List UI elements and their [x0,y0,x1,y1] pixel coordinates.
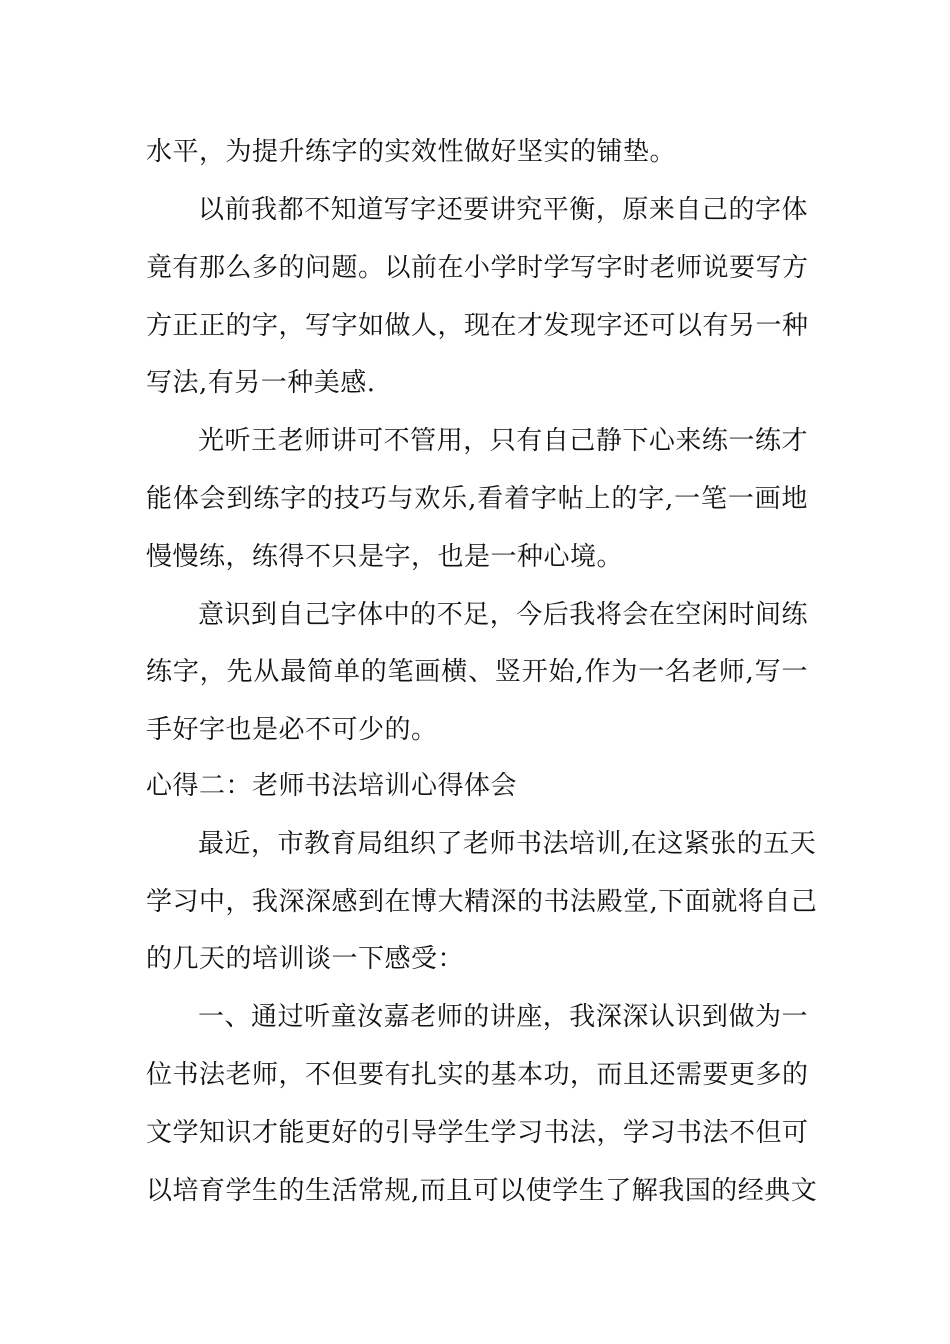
paragraph-line: 以前我都不知道写字还要讲究平衡，原来自己的字体 [198,195,808,225]
paragraph-line: 慢慢练，练得不只是字，也是一种心境。 [146,542,624,572]
paragraph-line: 以培育学生的生活常规,而且可以使学生了解我国的经典文 [146,1176,818,1206]
paragraph-line: 水平，为提升练字的实效性做好坚实的铺垫。 [146,137,677,167]
section-heading: 心得二：老师书法培训心得体会 [146,771,518,801]
paragraph-line: 能体会到练字的技巧与欢乐,看着字帖上的字,一笔一画地 [146,484,808,514]
paragraph-line: 练字，先从最简单的笔画横、竖开始,作为一名老师,写一 [146,657,808,687]
paragraph-line: 手好字也是必不可少的。 [146,715,438,745]
paragraph-line: 写法,有另一种美感. [146,368,376,398]
paragraph-line: 的几天的培训谈一下感受： [146,944,465,974]
paragraph-line: 意识到自己字体中的不足，今后我将会在空闲时间练 [198,600,808,630]
paragraph-line: 学习中，我深深感到在博大精深的书法殿堂,下面就将自己 [146,887,818,917]
paragraph-line: 竟有那么多的问题。以前在小学时学写字时老师说要写方 [146,253,809,283]
paragraph-line: 文学知识才能更好的引导学生学习书法，学习书法不但可 [146,1118,809,1148]
paragraph-line: 光听王老师讲可不管用，只有自己静下心来练一练才 [198,426,808,456]
paragraph-line: 一、通过听童汝嘉老师的讲座，我深深认识到做为一 [198,1002,808,1032]
paragraph-line: 位书法老师，不但要有扎实的基本功，而且还需要更多的 [146,1060,809,1090]
paragraph-line: 最近，市教育局组织了老师书法培训,在这紧张的五天 [198,829,817,859]
paragraph-line: 方正正的字，写字如做人，现在才发现字还可以有另一种 [146,311,809,341]
